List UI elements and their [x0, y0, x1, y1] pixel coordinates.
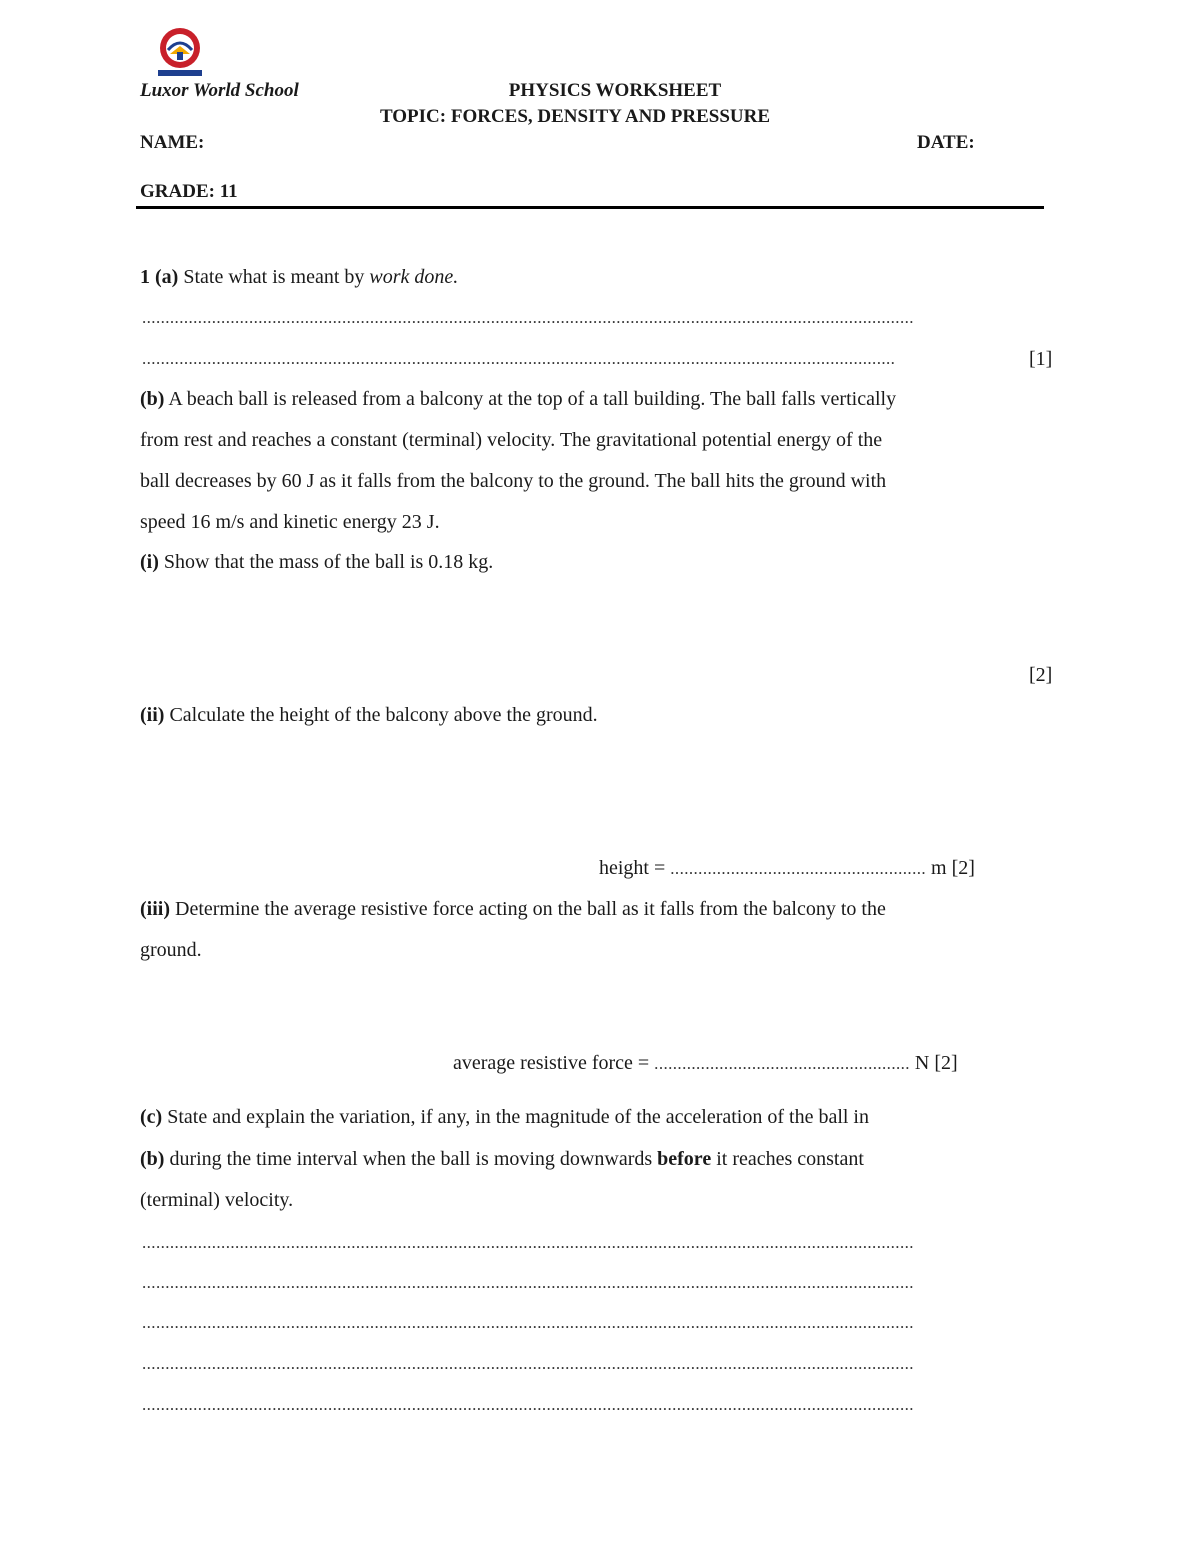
grade-label: GRADE: 11 [140, 181, 238, 202]
answer-label: height = [599, 857, 671, 879]
part-label: (ii) [140, 704, 165, 726]
answer-line[interactable]: ....................................................... [654, 1054, 910, 1073]
header-divider [136, 206, 1044, 209]
question-1c-line: (terminal) velocity. [140, 1189, 294, 1211]
question-1bii [140, 704, 598, 727]
question-1c [140, 1106, 869, 1129]
answer-label: average resistive force = [453, 1052, 655, 1074]
question-text: during the time interval when the ball is moving downwards [164, 1148, 658, 1170]
part-label: (iii) [140, 898, 170, 920]
question-text: it reaches constant [711, 1148, 864, 1170]
question-1b-line: speed 16 m/s and kinetic energy 23 J. [140, 511, 440, 533]
answer-unit: N [2] [909, 1052, 958, 1074]
answer-line[interactable]: ...................................................................................................................................................................... [142, 308, 914, 327]
part-label: (b) [140, 1148, 165, 1170]
name-label: NAME: [140, 132, 205, 153]
question-1biii-line: ground. [140, 939, 202, 961]
question-term: work done. [369, 266, 459, 288]
marks-label: [1] [1029, 348, 1053, 370]
question-1bi [140, 551, 493, 574]
question-1b-line: ball decreases by 60 J as it falls from the balcony to the ground. The ball hits the ground with [140, 470, 887, 492]
question-text: A beach ball is released from a balcony at the top of a tall building. The ball falls vertically [164, 388, 897, 410]
question-text: State what is meant by [178, 266, 370, 288]
question-text: Show that the mass of the ball is 0.18 kg. [158, 551, 494, 573]
part-label: (a) [155, 266, 179, 288]
answer-unit: m [2] [926, 857, 975, 879]
question-1biii [140, 898, 886, 921]
question-1b-line: from rest and reaches a constant (terminal) velocity. The gravitational potential energy of the [140, 429, 883, 451]
question-1a [140, 266, 458, 289]
worksheet-topic: TOPIC: FORCES, DENSITY AND PRESSURE [379, 106, 771, 127]
question-1b-line [140, 388, 896, 411]
part-label: (i) [140, 551, 159, 573]
question-number: 1 [140, 266, 150, 288]
answer-line[interactable]: .................................................................................................................................................................. [142, 349, 896, 368]
question-text: Calculate the height of the balcony above the ground. [164, 704, 598, 726]
answer-line[interactable]: ...................................................................................................................................................................... [142, 1273, 914, 1292]
answer-line[interactable]: ....................................................... [670, 859, 927, 878]
date-label: DATE: [917, 132, 975, 153]
marks-label: [2] [1029, 664, 1053, 686]
force-answer-row [453, 1052, 958, 1075]
part-label: (c) [140, 1106, 163, 1128]
school-logo [152, 26, 208, 80]
answer-line[interactable]: ...................................................................................................................................................................... [142, 1354, 914, 1373]
worksheet-title: PHYSICS WORKSHEET [508, 80, 722, 101]
height-answer-row [599, 857, 975, 880]
emphasis-text: before [657, 1148, 712, 1170]
answer-line[interactable]: ...................................................................................................................................................................... [142, 1233, 914, 1252]
school-name: Luxor World School [140, 80, 299, 101]
question-text: Determine the average resistive force acting on the ball as it falls from the balcony to the [170, 898, 886, 920]
part-label: (b) [140, 388, 165, 410]
answer-line[interactable]: ...................................................................................................................................................................... [142, 1395, 914, 1414]
answer-line[interactable]: ...................................................................................................................................................................... [142, 1313, 914, 1332]
question-text: State and explain the variation, if any, in the magnitude of the acceleration of the ball in [162, 1106, 869, 1128]
question-1c-line [140, 1148, 864, 1171]
